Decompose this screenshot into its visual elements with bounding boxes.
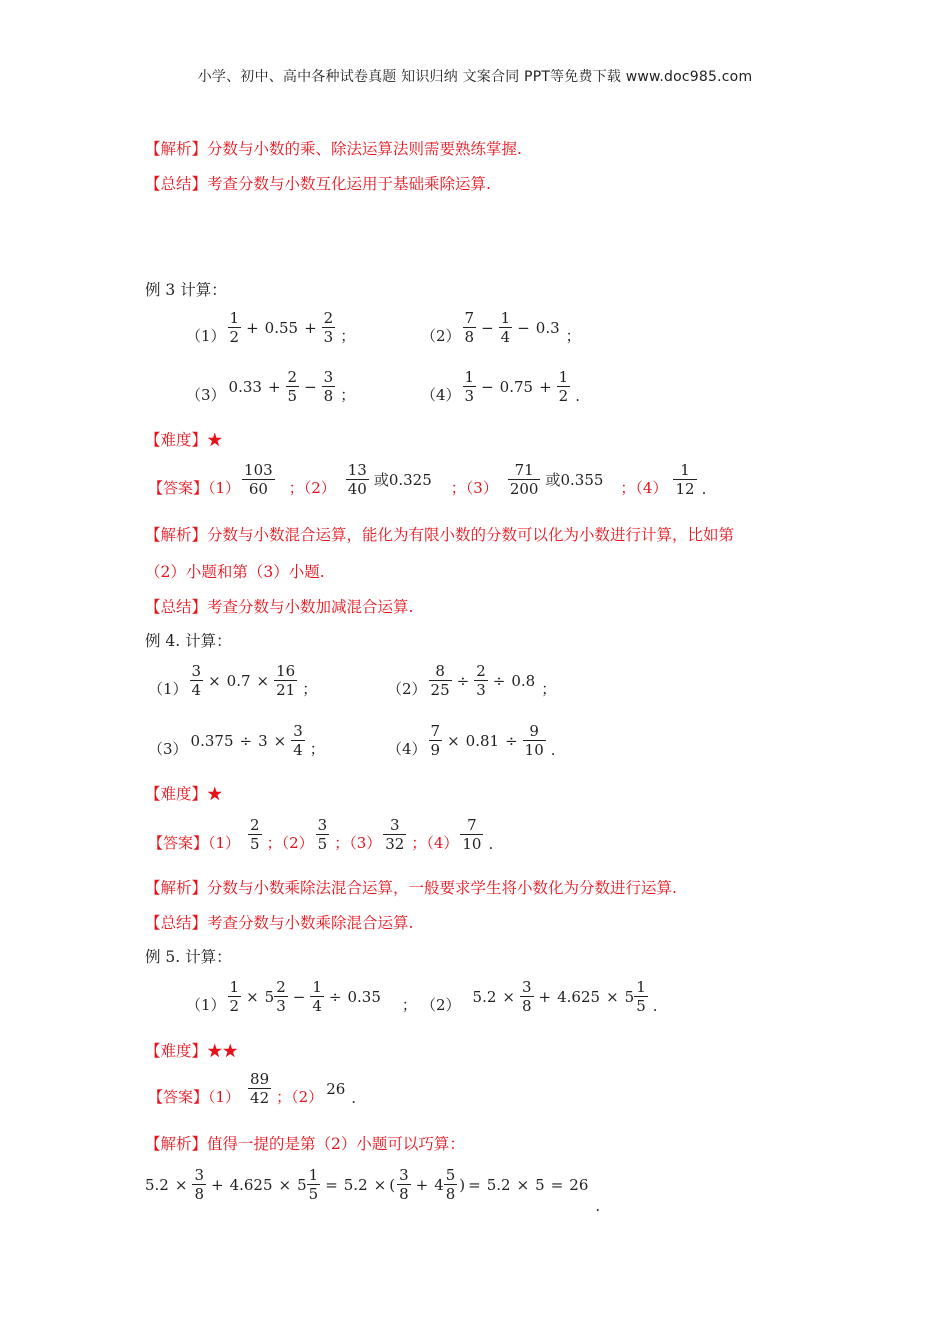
page-header: 小学、初中、高中各种试卷真题 知识归纳 文案合同 PPT等免费下载 www.doc985.com	[197, 69, 753, 85]
ex5-analysis: 【解析】值得一提的是第（2）小题可以巧算：	[145, 1135, 465, 1153]
ex3-difficulty: 【难度】★	[145, 431, 223, 449]
ex5-problem-1: （1） $\frac{1}{2}$ × 5 $\frac{2}{3}$ − $\frac{1}{4}$ ÷ 0.35 ；	[186, 978, 417, 1015]
ex5-problem-2: （2） 5.2 × $\frac{3}{8}$ + 4.625 × 5 $\frac{1}{5}$ .	[421, 978, 658, 1015]
ex3-problem-2: （2） $\frac{7}{8}$ − $\frac{1}{4}$ − 0.3 ；	[421, 309, 581, 346]
ex3-analysis-1: 【解析】分数与小数混合运算，能化为有限小数的分数可以化为小数进行计算，比如第	[145, 526, 735, 544]
ex4-problem-3: （3） 0.375 ÷ 3 × $\frac{3}{4}$ ；	[148, 722, 325, 759]
ex4-problem-2: （2） $\frac{8}{25}$ ÷ $\frac{2}{3}$ ÷ 0.8 ；	[387, 662, 557, 699]
ex4-problem-1: （1） $\frac{3}{4}$ × 0.7 × $\frac{16}{21}$ ；	[148, 662, 318, 699]
ex5-shortcut-equation: 5.2 × $\frac{3}{8}$ + 4.625 × 5 $\frac{1}{5}$ = 5.2 × ( $\frac{3}{8}$ + 4 $\frac{5}{8}$ ) = 5.2 × 5 = 26.	[145, 1166, 601, 1215]
ex3-problem-1: （1） $\frac{1}{2}$ + 0.55 + $\frac{2}{3}$ ；	[186, 309, 356, 346]
ex4-problem-4: （4） $\frac{7}{9}$ × 0.81 ÷ $\frac{9}{10}$ .	[387, 722, 556, 759]
analysis-top: 【解析】分数与小数的乘、除法运算法则需要熟练掌握.	[145, 140, 522, 158]
ex3-answer: 【答案】（1） $\frac{103}{60}$ ；（2） $\frac{13}{40}$ 或0.325 ；（3） $\frac{71}{200}$ 或0.355 ；（4） $\frac{1}{12}$ .	[148, 461, 707, 498]
ex4-title: 例 4. 计算：	[145, 632, 232, 650]
ex4-answer: 【答案】（1） $\frac{2}{5}$ ；（2） $\frac{3}{5}$ ；（3） $\frac{3}{32}$ ；（4） $\frac{7}{10}$ .	[148, 816, 494, 853]
ex3-problem-3: （3） 0.33 + $\frac{2}{5}$ − $\frac{3}{8}$ ；	[186, 368, 356, 405]
ex3-summary: 【总结】考查分数与小数加减混合运算.	[145, 598, 414, 616]
ex3-analysis-2: （2）小题和第（3）小题.	[145, 563, 325, 581]
ex3-title: 例 3 计算：	[145, 281, 227, 299]
ex5-answer: 【答案】（1） $\frac{89}{42}$ ；（2） 26.	[148, 1070, 357, 1107]
ex3-problem-4: （4） $\frac{1}{3}$ − 0.75 + $\frac{1}{2}$ .	[421, 368, 580, 405]
ex4-summary: 【总结】考查分数与小数乘除混合运算.	[145, 914, 414, 932]
ex5-title: 例 5. 计算：	[145, 948, 232, 966]
ex5-difficulty: 【难度】★★	[145, 1042, 239, 1060]
ex4-analysis: 【解析】分数与小数乘除法混合运算，一般要求学生将小数化为分数进行运算.	[145, 879, 677, 897]
summary-top: 【总结】考查分数与小数互化运用于基础乘除运算.	[145, 175, 491, 193]
ex4-difficulty: 【难度】★	[145, 785, 223, 803]
